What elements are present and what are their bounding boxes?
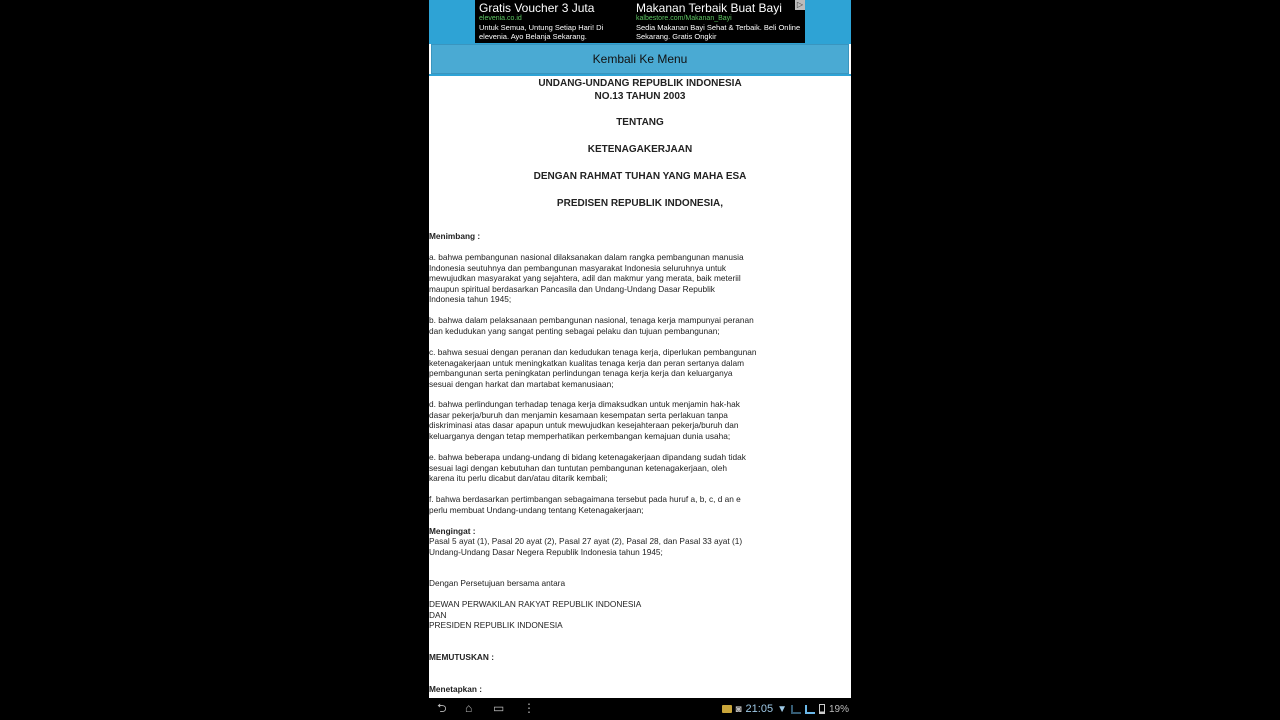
ad-left-title: Gratis Voucher 3 Juta: [479, 1, 595, 15]
paragraph-d: d. bahwa perlindungan terhadap tenaga kerja dimaksudkan untuk menjamin hak-hak dasar pekerja/buruh dan menjamin kesamaan kesempatan serta perlakuan tanpa diskriminasi atas dasar apapun untuk mewujudkan kesejahteraan pekerja/buruh dan keluarganya dengan tetap memperhatikan perkembangan kemajuan dunia usaha;: [429, 399, 740, 441]
battery-icon: [819, 704, 825, 714]
doc-title-5: DENGAN RAHMAT TUHAN YANG MAHA ESA: [533, 171, 747, 182]
wifi-icon: ▼: [777, 703, 787, 715]
signal-icon-1: [791, 705, 801, 714]
home-icon[interactable]: ⌂: [465, 701, 473, 715]
ad-left[interactable]: [475, 0, 630, 43]
ad-right[interactable]: [632, 0, 805, 43]
doc-title-4: KETENAGAKERJAAN: [587, 144, 693, 155]
back-icon[interactable]: ⮌: [437, 701, 447, 715]
paragraph-pihak: DEWAN PERWAKILAN RAKYAT REPUBLIK INDONESIA DAN PRESIDEN REPUBLIK INDONESIA: [429, 599, 642, 630]
paragraph-a: a. bahwa pembangunan nasional dilaksanakan dalam rangka pembangunan manusia Indonesia seutuhnya dan pembangunan masyarakat Indonesia seluruhnya untuk mewujudkan masyarakat yang sejahtera, adil dan makmur yang merata, baik meteriil maupun spiritual berdasarkan Pancasila dan Undang-Undang Dasar Republik Indonesia tahun 1945;: [429, 252, 744, 304]
paragraph-mengingat: Pasal 5 ayat (1), Pasal 20 ayat (2), Pasal 27 ayat (2), Pasal 28, dan Pasal 33 ayat (1) Undang-Undang Dasar Negera Republik Indonesia tahun 1945;: [429, 536, 743, 557]
ad-right-desc: Sedia Makanan Bayi Sehat & Terbaik. Beli Online Sekarang. Gratis Ongkir: [636, 23, 801, 41]
status-icons: [722, 702, 850, 716]
menu-icon[interactable]: ⋮: [523, 701, 535, 715]
clock: 21:05: [745, 703, 774, 715]
system-navigation-bar: [429, 698, 851, 720]
doc-title-3: TENTANG: [616, 117, 664, 128]
back-to-menu-button[interactable]: Kembali Ke Menu: [431, 44, 849, 74]
ad-left-url: elevenia.co.id: [479, 15, 522, 22]
app-screen: [429, 0, 851, 720]
label-menimbang: Menimbang :: [429, 231, 481, 241]
ad-info-icon[interactable]: ▷: [796, 0, 804, 9]
ad-right-url: kalbestore.com/Makanan_Bayi: [636, 15, 732, 22]
ad-banner[interactable]: [475, 0, 805, 43]
signal-icon-2: [805, 705, 815, 714]
folder-icon: [722, 705, 732, 713]
paragraph-e: e. bahwa beberapa undang-undang di bidang ketenagakerjaan dipandang sudah tidak sesuai lagi dengan kebutuhan dan tuntutan pembangunan ketenagakerjaan, oleh karena itu perlu dicabut dan/atau ditarik kembali;: [429, 452, 746, 483]
recent-apps-icon[interactable]: ▭: [493, 701, 505, 715]
paragraph-persetujuan: Dengan Persetujuan bersama antara: [429, 578, 566, 588]
paragraph-f: f. bahwa berdasarkan pertimbangan sebagaimana tersebut pada huruf a, b, c, d an e perlu membuat Undang-undang tentang Ketenagakerjaan;: [429, 494, 741, 515]
ad-left-desc: Untuk Semua, Untung Setiap Hari! Di elevenia. Ayo Belanja Sekarang.: [479, 23, 604, 41]
doc-title-1: UNDANG-UNDANG REPUBLIK INDONESIA: [538, 78, 742, 89]
label-memutuskan: MEMUTUSKAN :: [429, 652, 494, 662]
paragraph-c: c. bahwa sesuai dengan peranan dan kedudukan tenaga kerja, diperlukan pembangunan ketenagakerjaan untuk meningkatkan kualitas tenaga kerja dan peran sertanya dalam pembangunan serta peningkatan perlindungan tenaga kerja kerja dan keluarganya sesuai dengan harkat dan martabat kemanusiaan;: [429, 347, 757, 389]
doc-title-6: PREDISEN REPUBLIK INDONESIA,: [556, 198, 724, 209]
top-bar: [429, 0, 851, 44]
ad-right-title: Makanan Terbaik Buat Bayi: [636, 1, 782, 15]
paragraph-b: b. bahwa dalam pelaksanaan pembangunan nasional, tenaga kerja mampunyai peranan dan kedudukan yang sangat penting sebagai pelaku dan tujuan pembangunan;: [429, 315, 754, 336]
header-divider: [429, 74, 851, 76]
doc-title-2: NO.13 TAHUN 2003: [594, 91, 686, 102]
camera-icon: ◙: [735, 703, 742, 715]
label-mengingat: Mengingat :: [429, 526, 476, 536]
label-menetapkan: Menetapkan :: [429, 684, 483, 694]
battery-percent: 19%: [828, 703, 849, 715]
